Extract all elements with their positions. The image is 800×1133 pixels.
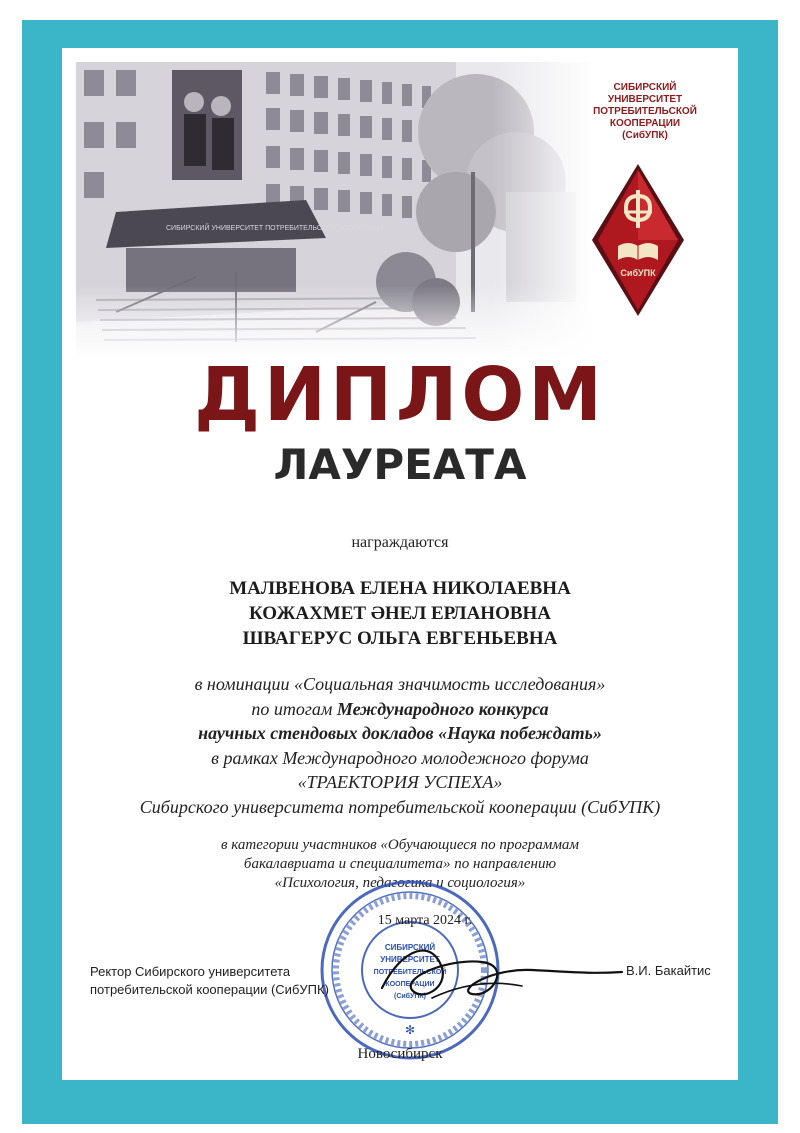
forum-line: в рамках Международного молодежного форума bbox=[211, 747, 589, 768]
category-line: бакалавриата и специалитета» по направлению bbox=[243, 856, 557, 872]
awardee-name: КОЖАХМЕТ ӘНЕЛ ЕРЛАНОВНА bbox=[248, 603, 552, 624]
nomination-line: в номинации «Социальная значимость исследования» bbox=[194, 674, 606, 694]
signer-position-line: потребительской кооперации (СибУПК) bbox=[90, 982, 329, 997]
university-building-photo bbox=[76, 62, 596, 360]
svg-text:✻: ✻ bbox=[404, 1023, 416, 1037]
category-line: в категории участников «Обучающиеся по программам bbox=[220, 837, 579, 853]
signer-position-line: Ректор Сибирского университета bbox=[90, 964, 291, 979]
svg-text:(СибУПК): (СибУПК) bbox=[393, 993, 427, 1000]
diploma-subtitle: ЛАУРЕАТА bbox=[273, 440, 527, 489]
contest-name: Международного конкурса bbox=[336, 698, 549, 719]
university-line: Сибирского университета потребительской кооперации (СибУПК) bbox=[139, 796, 661, 817]
rector-signature bbox=[372, 928, 632, 1018]
diploma-title: ДИПЛОМ bbox=[194, 352, 606, 438]
awardee-name: МАЛВЕНОВА ЕЛЕНА НИКОЛАЕВНА bbox=[229, 578, 571, 599]
contest-line bbox=[0, 697, 800, 722]
svg-text:УНИВЕРСИТЕТ: УНИВЕРСИТЕТ bbox=[380, 955, 440, 964]
contest-title-line: научных стендовых докладов «Наука побеждать» bbox=[198, 723, 602, 743]
award-description bbox=[0, 672, 800, 819]
signer-name: В.И. Бакайтис bbox=[626, 963, 711, 978]
awardee-names bbox=[0, 576, 800, 651]
svg-text:КООПЕРАЦИИ: КООПЕРАЦИИ bbox=[385, 981, 435, 988]
awarded-label: награждаются bbox=[351, 534, 449, 551]
svg-text:ПОТРЕБИТЕЛЬСКОЙ: ПОТРЕБИТЕЛЬСКОЙ bbox=[373, 969, 447, 976]
awardee-name: ШВАГЕРУС ОЛЬГА ЕВГЕНЬЕВНА bbox=[242, 628, 558, 649]
university-name: СИБИРСКИЙ УНИВЕРСИТЕТ ПОТРЕБИТЕЛЬСКОЙ КООПЕРАЦИИ (СибУПК) bbox=[593, 82, 697, 141]
svg-text:СИБИРСКИЙ: СИБИРСКИЙ bbox=[384, 943, 436, 952]
issue-date: 15 марта 2024 г. bbox=[377, 913, 473, 928]
category-line: «Психология, педагогика и социология» bbox=[274, 875, 526, 891]
contest-prefix: по итогам bbox=[251, 698, 337, 719]
badge-label: СибУПК bbox=[620, 268, 656, 278]
city-label: Новосибирск bbox=[357, 1046, 443, 1062]
signer-position bbox=[90, 963, 350, 999]
university-badge-icon bbox=[588, 160, 688, 320]
forum-name-line: «ТРАЕКТОРИЯ УСПЕХА» bbox=[297, 772, 503, 792]
